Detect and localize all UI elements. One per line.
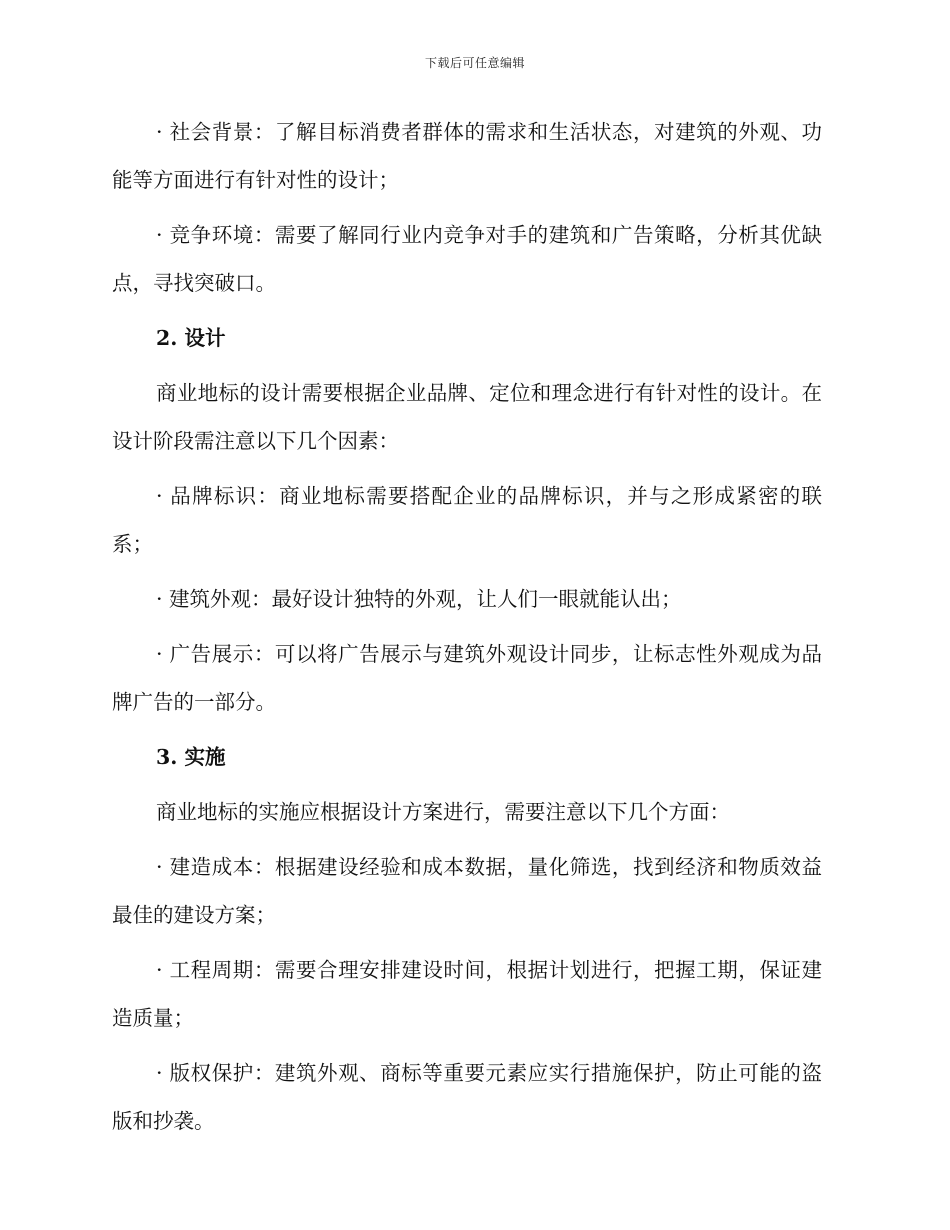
section-heading-implementation: 3. 实施 — [156, 745, 226, 769]
document-body — [112, 108, 822, 1152]
section-heading-design: 2. 设计 — [156, 326, 226, 350]
bullet-competitive-environment: · 竞争环境：需要了解同行业内竞争对手的建筑和广告策略，分析其优缺点，寻找突破口。 — [112, 223, 822, 295]
bullet-construction-cost: · 建造成本：根据建设经验和成本数据，量化筛选，找到经济和物质效益最佳的建设方案； — [112, 855, 822, 927]
page-header: 下载后可任意编辑 — [424, 56, 525, 70]
bullet-social-background: · 社会背景：了解目标消费者群体的需求和生活状态，对建筑的外观、功能等方面进行有针对性的设计； — [112, 120, 822, 192]
implementation-intro-paragraph: 商业地标的实施应根据设计方案进行，需要注意以下几个方面： — [156, 800, 730, 824]
bullet-project-cycle: · 工程周期：需要合理安排建设时间，根据计划进行，把握工期，保证建造质量； — [112, 958, 822, 1030]
design-intro-paragraph: 商业地标的设计需要根据企业品牌、定位和理念进行有针对性的设计。在设计阶段需注意以下几个因素： — [112, 381, 822, 453]
bullet-ad-display: · 广告展示：可以将广告展示与建筑外观设计同步，让标志性外观成为品牌广告的一部分。 — [112, 642, 822, 714]
bullet-building-appearance: · 建筑外观：最好设计独特的外观，让人们一眼就能认出； — [156, 587, 682, 611]
bullet-brand-identity: · 品牌标识：商业地标需要搭配企业的品牌标识，并与之形成紧密的联系； — [112, 484, 822, 556]
bullet-copyright-protection: · 版权保护：建筑外观、商标等重要元素应实行措施保护，防止可能的盗版和抄袭。 — [112, 1061, 822, 1133]
